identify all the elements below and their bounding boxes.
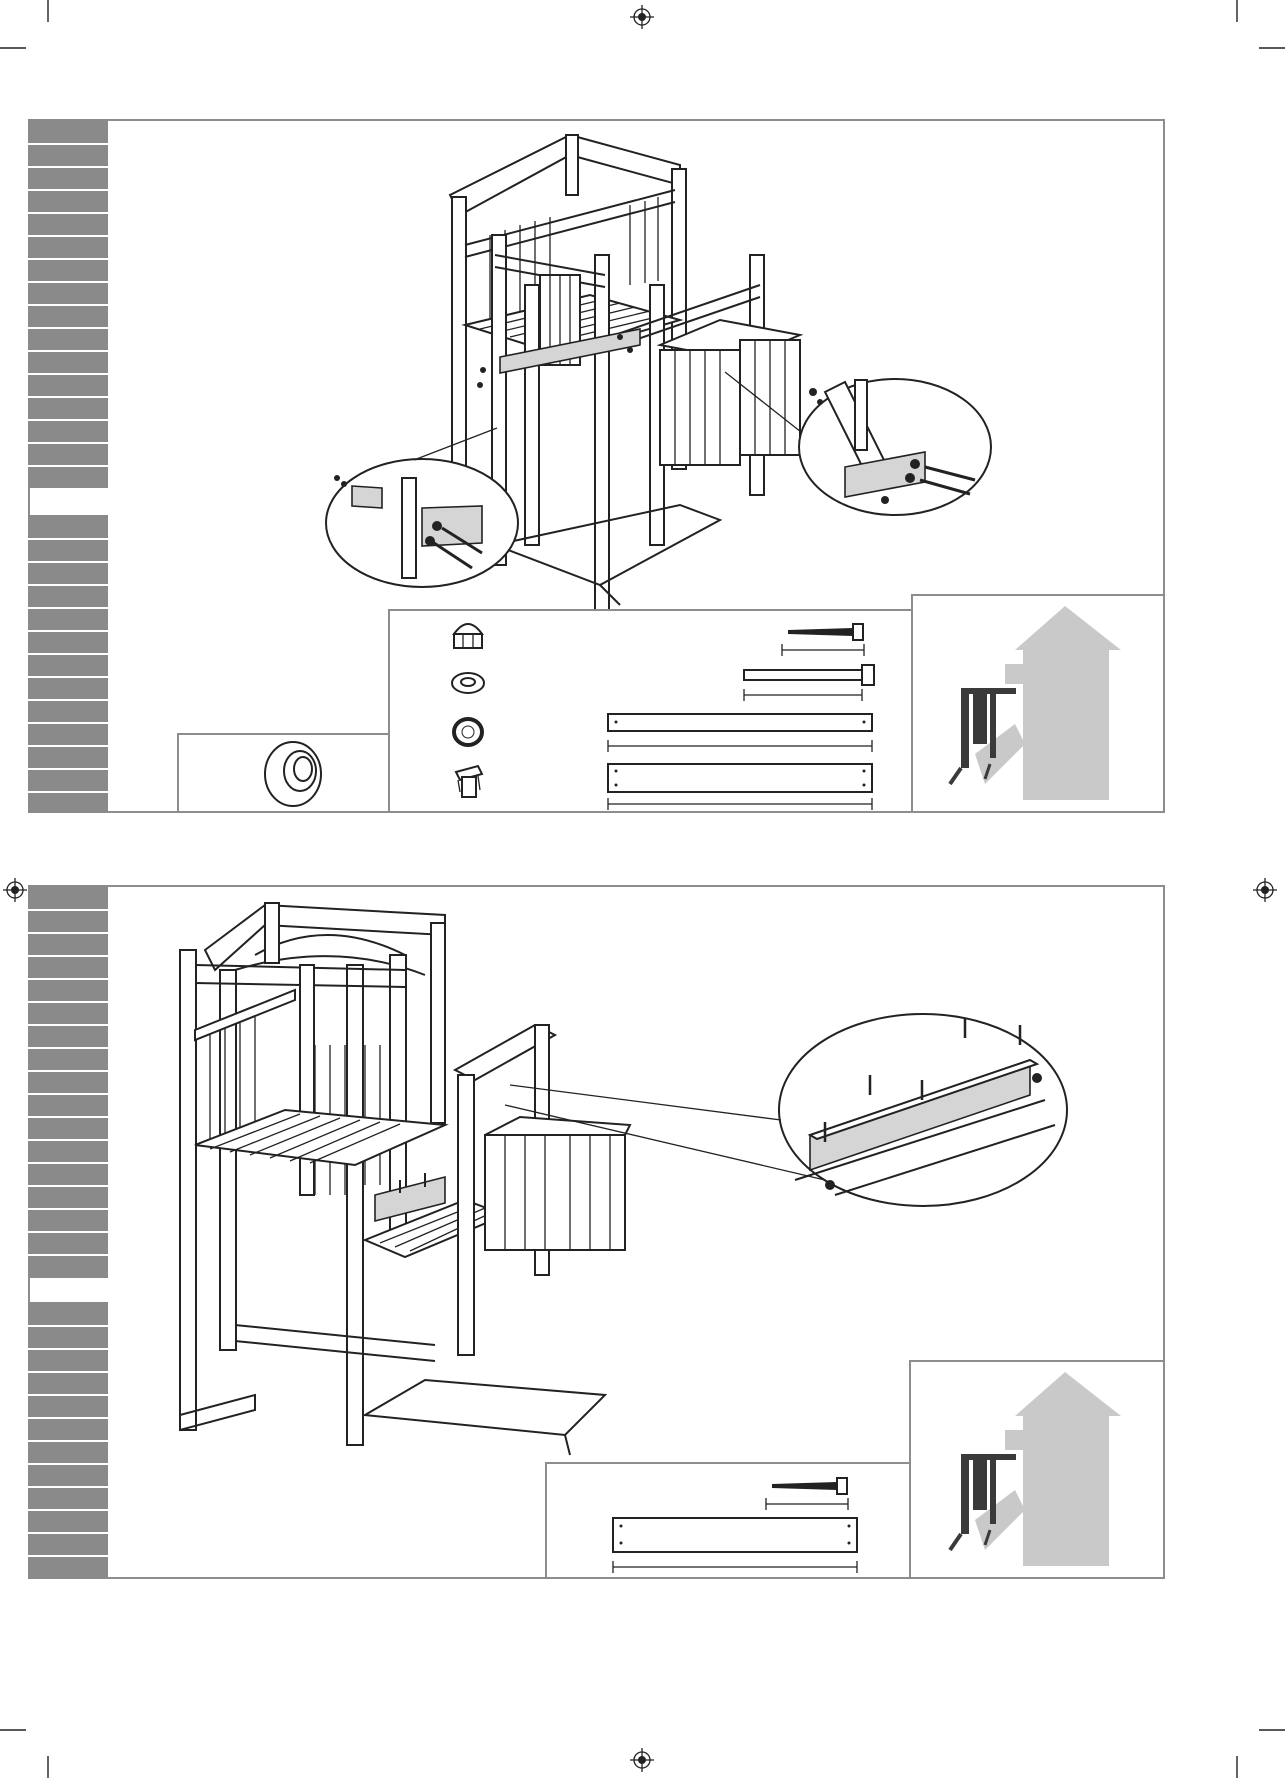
assembly-drawing-bottom bbox=[175, 895, 735, 1465]
t-nut-icon bbox=[448, 762, 488, 802]
sidebar-strip-bottom-upper bbox=[28, 885, 108, 1278]
cap-nut-icon bbox=[448, 616, 488, 656]
screw-icon bbox=[778, 620, 878, 660]
wide-board bbox=[606, 762, 876, 812]
detail-zoom-left bbox=[322, 448, 522, 598]
sidebar-strip-bottom-lower bbox=[28, 1302, 108, 1579]
washer-icon bbox=[448, 668, 488, 698]
bolt-icon bbox=[740, 663, 880, 703]
spacer-ring-icon bbox=[258, 739, 328, 809]
screw-icon-bottom bbox=[762, 1474, 862, 1514]
registration-mark-top bbox=[630, 5, 654, 29]
registration-mark-right bbox=[1253, 878, 1277, 902]
playtower-overview bbox=[945, 604, 1145, 804]
registration-mark-left bbox=[3, 878, 27, 902]
spring-washer-icon bbox=[448, 714, 488, 750]
board-bottom bbox=[611, 1515, 861, 1573]
detail-zoom-right bbox=[795, 372, 995, 522]
long-board bbox=[606, 711, 876, 755]
sidebar-strip-top-lower bbox=[28, 515, 108, 813]
registration-mark-bottom bbox=[630, 1748, 654, 1772]
playtower-overview-bottom bbox=[945, 1370, 1145, 1570]
detail-zoom-bottom bbox=[775, 1010, 1075, 1220]
sidebar-strip-top-upper bbox=[28, 119, 108, 488]
